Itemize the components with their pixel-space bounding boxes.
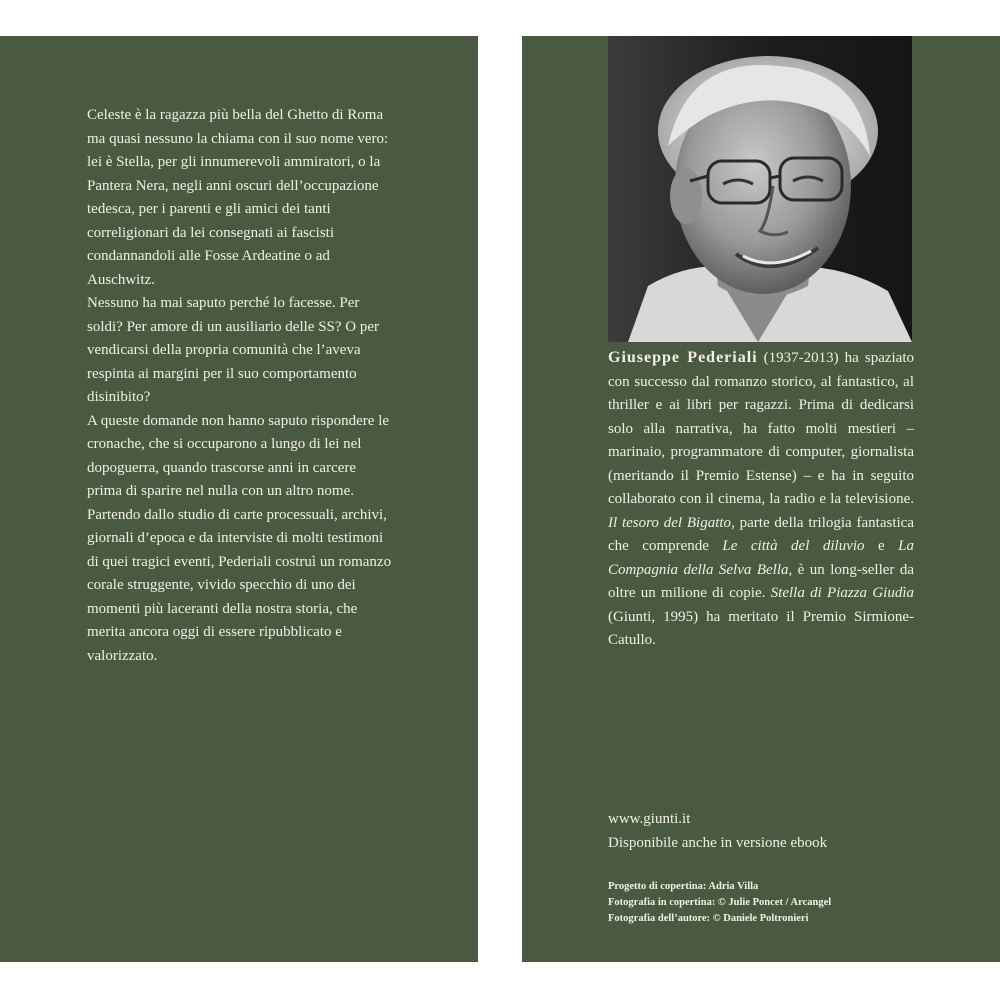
bio-part-4: , è un long-seller da oltre un milione di copie. (608, 561, 914, 601)
bio-part-1: ha spaziato con successo dal romanzo storico, al fantastico, al thriller e ai libri per ragazzi. Prima di dedicarsi solo alla narrativa, ha fatto molti mestieri – marinaio, programmatore di computer, giornalista (meritando il Premio Estense) – e ha in seguito collaborato con il cinema, la radio e la televisione. (608, 350, 915, 507)
synopsis-paragraph-2: Nessuno ha mai saputo perché lo facesse. Per soldi? Per amore di un ausiliario delle SS? O per vendicarsi della propria comunità che l’aveva respinta ai margini per il suo comportamento disinibito? (87, 295, 380, 405)
author-portrait-icon (608, 36, 912, 342)
back-flap-panel (0, 36, 478, 962)
synopsis-paragraph-1: Celeste è la ragazza più bella del Ghetto di Roma ma quasi nessuno la chiama con il suo nome vero: lei è Stella, per gli innumerevoli ammiratori, o la Pantera Nera, negli anni oscuri dell’occupazione tedesca, per i parenti e gli amici dei tanti correligionari da lei consegnati ai fascisti condannandoli alle Fosse Ardeatine o ad Auschwitz. (87, 107, 389, 288)
bio-part-3: e (878, 538, 885, 554)
bio-part-5: (Giunti, 1995) ha meritato il Premio Sirmione-Catullo. (608, 608, 914, 648)
credit-author-photo: Fotografia dell’autore: © Daniele Poltronieri (608, 913, 809, 924)
author-bio (608, 346, 914, 653)
credit-cover-design: Progetto di copertina: Adria Villa (608, 881, 759, 892)
book-title-4: Stella di Piazza Giudìa (770, 585, 915, 601)
author-flap-panel (522, 36, 1000, 962)
author-name: Giuseppe Pederiali (608, 349, 758, 366)
synopsis-paragraph-4: Partendo dallo studio di carte processuali, archivi, giornali d’epoca e da interviste di molti testimoni di quei tragici eventi, Pederiali costruì un romanzo corale struggente, vivido specchio di uno dei momenti più laceranti della nostra storia, che merita ancora oggi di essere ripubblicato e valorizzato. (87, 506, 392, 664)
synopsis-paragraph-3: A queste domande non hanno saputo rispondere le cronache, che si occuparono a lungo di lei nel dopoguerra, quando trascorse anni in carcere prima di sparire nel nulla con un altro nome. (87, 412, 390, 499)
credits (608, 879, 928, 927)
bio-part-2: , parte della trilogia fantastica che comprende (608, 514, 914, 554)
ebook-note: Disponibile anche in versione ebook (608, 834, 828, 851)
book-title-2: Le città del diluvio (722, 538, 865, 554)
publisher-website: www.giunti.it (608, 811, 691, 827)
author-photo (608, 36, 912, 342)
book-title-3: La Compagnia della Selva Bella (608, 538, 914, 578)
book-title-1: Il tesoro del Bigatto (608, 514, 732, 531)
publisher-info (608, 808, 928, 855)
credit-cover-photo: Fotografia in copertina: © Julie Poncet / Arcangel (608, 897, 832, 908)
synopsis-text (87, 104, 393, 668)
author-years: (1937-2013) (763, 350, 839, 366)
